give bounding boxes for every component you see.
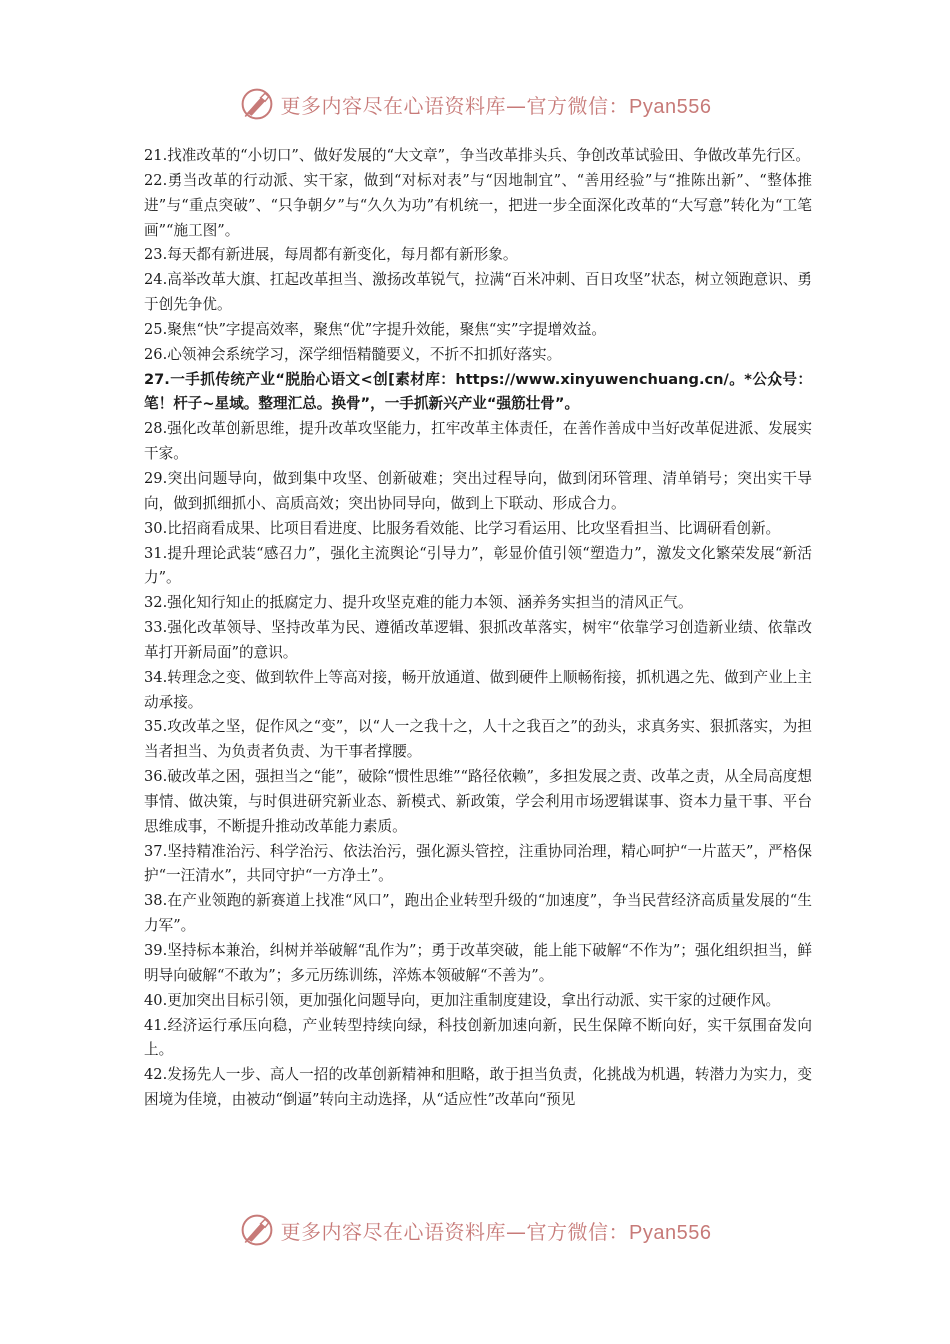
list-item-33: 33.强化改革领导、坚持改革为民、遵循改革逻辑、狠抓改革落实，树牢“依靠学习创造新业绩、依靠改革打开新局面”的意识。 [144,619,812,661]
list-item-27: 27.一手抓传统产业“脱胎心语文<创[素材库：https://www.xinyuwenchuang.cn/。*公众号：笔！杆子~星域。整理汇总。换骨”，一手抓新兴产业“强筋壮骨”。 [144,370,812,413]
footer-banner-inner [239,1212,712,1248]
header-wechat-id: Pyan556 [629,95,712,118]
list-item-28: 28.强化改革创新思维，提升改革攻坚能力，扛牢改革主体责任，在善作善成中当好改革促进派、发展实干家。 [144,420,812,463]
list-item-22: 22.勇当改革的行动派、实干家，做到“对标对表”与“因地制宜”、“善用经验”与“推陈出新”、“整体推进”与“重点突破”、“只争朝夕”与“久久为功”有机统一，把进一步全面深化改革的“大写意”转化为“工笔画”“施工图”。 [144,171,812,239]
pen-nib-logo-icon [239,1212,275,1248]
header-banner-label: 更多内容尽在心语资料库—官方微信： [280,93,630,118]
list-item-39: 39.坚持标本兼治，纠树并举破解“乱作为”；勇于改革突破，能上能下破解“不作为”；强化组织担当，鲜明导向破解“不敢为”；多元历练训练，淬炼本领破解“不善为”。 [144,942,812,984]
list-item-35: 35.攻改革之坚，促作风之“变”，以“人一之我十之，人十之我百之”的劲头，求真务实、狠抓落实，为担当者担当、为负责者负责、为干事者撑腰。 [144,718,812,761]
list-item-38: 38.在产业领跑的新赛道上找准“风口”，跑出企业转型升级的“加速度”，争当民营经济高质量发展的“生力军”。 [144,892,812,935]
list-item-40: 40.更加突出目标引领，更加强化问题导向，更加注重制度建设，拿出行动派、实干家的过硬作风。 [144,991,781,1009]
list-item-41: 41.经济运行承压向稳，产业转型持续向绿，科技创新加速向新，民生保障不断向好，实干氛围奋发向上。 [144,1016,812,1059]
list-item-36: 36.破改革之困，强担当之“能”，破除“惯性思维”“路径依赖”，多担发展之责、改革之责，从全局高度想事情、做决策，与时俱进研究新业态、新模式、新政策，学会利用市场逻辑谋事、资本力量干事、平台思维成事，不断提升推动改革能力素质。 [144,768,812,835]
list-item-32: 32.强化知行知止的抵腐定力、提升攻坚克难的能力本领、涵养务实担当的清风正气。 [144,594,693,612]
footer-banner-label: 更多内容尽在心语资料库—官方微信： [280,1219,630,1244]
list-item-37: 37.坚持精准治污、科学治污、依法治污，强化源头管控，注重协同治理，精心呵护“一片蓝天”，严格保护“一汪清水”，共同守护“一方净土”。 [144,842,812,885]
footer-banner [0,1210,950,1250]
list-item-42: 42.发扬先人一步、高人一招的改革创新精神和胆略，敢于担当负责，化挑战为机遇，转潜力为实力，变困境为佳境，由被动“倒逼”转向主动选择，从“适应性”改革向“预见 [144,1066,812,1109]
header-banner-inner [239,86,712,122]
footer-banner-text [281,1216,712,1245]
header-banner-text [281,90,712,119]
list-item-25: 25.聚焦“快”字提高效率，聚焦“优”字提升效能，聚焦“实”字提增效益。 [144,320,607,338]
list-item-30: 30.比招商看成果、比项目看进度、比服务看效能、比学习看运用、比攻坚看担当、比调研看创新。 [144,519,781,537]
document-body [144,144,812,1113]
header-banner [0,84,950,124]
list-item-29: 29.突出问题导向，做到集中攻坚、创新破难；突出过程导向，做到闭环管理、清单销号；突出实干导向，做到抓细抓小、高质高效；突出协同导向，做到上下联动、形成合力。 [144,469,812,512]
pen-nib-logo-icon [239,86,275,122]
list-item-26: 26.心领神会系统学习，深学细悟精髓要义，不折不扣抓好落实。 [144,345,562,363]
list-item-24: 24.高举改革大旗、扛起改革担当、激扬改革锐气，拉满“百米冲刺、百日攻坚”状态，树立领跑意识、勇于创先争优。 [144,271,812,314]
list-item-21: 21.找准改革的“小切口”、做好发展的“大文章”，争当改革排头兵、争创改革试验田、争做改革先行区。 [144,147,810,164]
list-item-31: 31.提升理论武装“感召力”，强化主流舆论“引导力”，彰显价值引领“塑造力”，激发文化繁荣发展“新活力”。 [144,544,812,587]
footer-wechat-id: Pyan556 [629,1221,712,1244]
list-item-34: 34.转理念之变、做到软件上等高对接，畅开放通道、做到硬件上顺畅衔接，抓机遇之先、做到产业上主动承接。 [144,668,812,711]
list-item-23: 23.每天都有新进展，每周都有新变化，每月都有新形象。 [144,246,518,264]
